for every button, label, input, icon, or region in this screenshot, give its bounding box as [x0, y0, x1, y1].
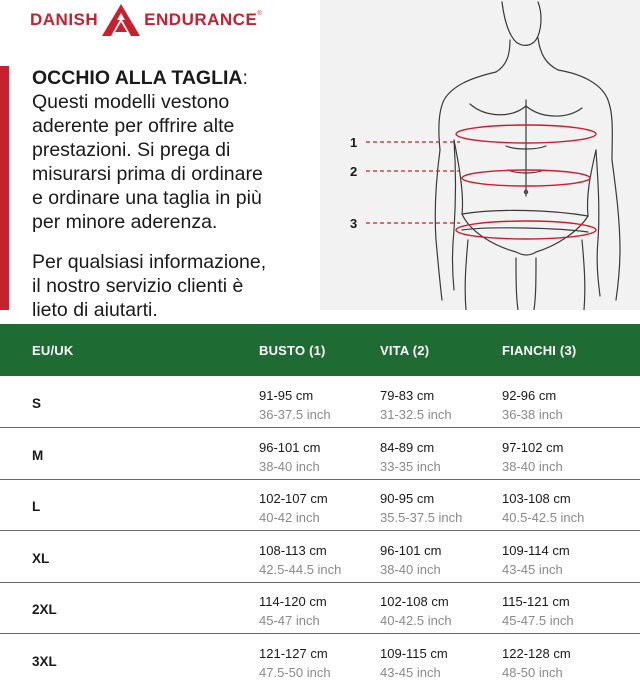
size-label: S: [32, 396, 42, 411]
fianchi-cm: 109-114 cm: [502, 542, 570, 558]
busto-cm: 114-120 cm: [259, 594, 327, 609]
fianchi-cm: 122-128 cm: [502, 645, 571, 661]
table-row: [0, 429, 640, 480]
notice-line: per minore aderenza.: [32, 211, 218, 233]
col-header-vita: VITA (2): [380, 343, 430, 358]
busto-cm: 91-95 cm: [259, 388, 314, 403]
col-header-fianchi: FIANCHI (3): [502, 343, 577, 358]
notice-paragraph-1: [32, 66, 317, 234]
brand-word-right: ENDURANCE: [144, 10, 258, 29]
notice-line: Questi modelli vestono: [32, 91, 230, 113]
fianchi-cm: 103-108 cm: [502, 491, 571, 506]
marker-1: 1: [350, 135, 358, 150]
fianchi-inch: 38-40 inch: [502, 458, 563, 474]
fianchi-cm: 97-102 cm: [502, 439, 564, 455]
busto-inch: 47.5-50 inch: [259, 664, 331, 680]
fianchi-cell: [502, 644, 571, 682]
busto-inch: 40-42 inch: [259, 510, 320, 525]
fianchi-inch: 40.5-42.5 inch: [502, 510, 585, 525]
vita-cm: 79-83 cm: [380, 388, 435, 403]
vita-inch: 35.5-37.5 inch: [380, 510, 463, 525]
busto-inch: 42.5-44.5 inch: [259, 561, 342, 577]
vita-cell: [380, 592, 452, 630]
accent-bar: [0, 66, 9, 310]
notice-line: aderente per offrire alte: [32, 115, 235, 137]
vita-inch: 38-40 inch: [380, 561, 441, 577]
busto-inch: 38-40 inch: [259, 458, 320, 474]
marker-3: 3: [350, 216, 358, 231]
mountain-logo-icon: [101, 3, 141, 37]
vita-cm: 84-89 cm: [380, 439, 435, 455]
size-label: 3XL: [32, 653, 57, 669]
fianchi-inch: 48-50 inch: [502, 664, 563, 680]
vita-cm: 109-115 cm: [380, 645, 448, 661]
fianchi-cell: [502, 592, 574, 630]
busto-cm: 108-113 cm: [259, 542, 327, 558]
brand-logo[interactable]: [30, 2, 262, 38]
busto-cell: [259, 592, 327, 630]
notice-colon: :: [242, 67, 248, 89]
table-row: [0, 480, 640, 531]
vita-cm: 96-101 cm: [380, 542, 442, 558]
fianchi-cm: 92-96 cm: [502, 388, 557, 403]
notice-line: e ordinare una taglia in più: [32, 187, 262, 209]
vita-cell: [380, 644, 448, 682]
notice-line: misurarsi prima di ordinare: [32, 163, 263, 185]
measurement-figure: [320, 0, 640, 310]
busto-cell: [259, 489, 328, 527]
vita-cell: [380, 438, 441, 476]
busto-cell: [259, 386, 331, 424]
busto-cell: [259, 438, 320, 476]
vita-cell: [380, 386, 452, 424]
fianchi-cm: 115-121 cm: [502, 594, 570, 609]
busto-cell: [259, 541, 341, 579]
busto-cm: 102-107 cm: [259, 491, 328, 506]
vita-inch: 31-32.5 inch: [380, 407, 452, 422]
fianchi-cell: [502, 541, 570, 579]
fianchi-inch: 36-38 inch: [502, 407, 563, 422]
fianchi-inch: 43-45 inch: [502, 561, 563, 577]
vita-cm: 102-108 cm: [380, 594, 449, 609]
busto-inch: 45-47 inch: [259, 613, 320, 628]
size-label: 2XL: [32, 602, 57, 617]
vita-cell: [380, 541, 441, 579]
col-header-size: EU/UK: [32, 343, 74, 358]
size-notice: [32, 66, 317, 322]
busto-cell: [259, 644, 331, 682]
fianchi-inch: 45-47.5 inch: [502, 613, 574, 628]
busto-cm: 121-127 cm: [259, 645, 328, 661]
vita-inch: 33-35 inch: [380, 458, 441, 474]
notice-line: prestazioni. Si prega di: [32, 139, 231, 161]
notice-line: il nostro servizio clienti è: [32, 275, 244, 297]
table-row: [0, 377, 640, 428]
brand-word-left: DANISH: [30, 10, 99, 29]
fianchi-cell: [502, 489, 584, 527]
vita-cell: [380, 489, 462, 527]
table-row: [0, 635, 640, 685]
size-table-header: [0, 324, 640, 376]
size-label: XL: [32, 550, 50, 566]
vita-inch: 43-45 inch: [380, 664, 441, 680]
header: [0, 0, 640, 330]
size-label: M: [32, 447, 44, 463]
notice-title: OCCHIO ALLA TAGLIA: [32, 67, 243, 89]
vita-inch: 40-42.5 inch: [380, 613, 452, 628]
table-row: [0, 532, 640, 583]
notice-line: Per qualsiasi informazione,: [32, 251, 267, 273]
body-outline-illustration: [320, 0, 640, 310]
marker-2: 2: [350, 164, 358, 179]
vita-cm: 90-95 cm: [380, 491, 435, 506]
table-row: [0, 583, 640, 634]
notice-line: lieto di aiutarti.: [32, 299, 158, 321]
busto-cm: 96-101 cm: [259, 439, 321, 455]
busto-inch: 36-37.5 inch: [259, 407, 331, 422]
fianchi-cell: [502, 438, 563, 476]
size-label: L: [32, 499, 41, 514]
notice-paragraph-2: [32, 250, 317, 322]
col-header-busto: BUSTO (1): [259, 343, 326, 358]
fianchi-cell: [502, 386, 563, 424]
trademark: ®: [257, 11, 262, 17]
